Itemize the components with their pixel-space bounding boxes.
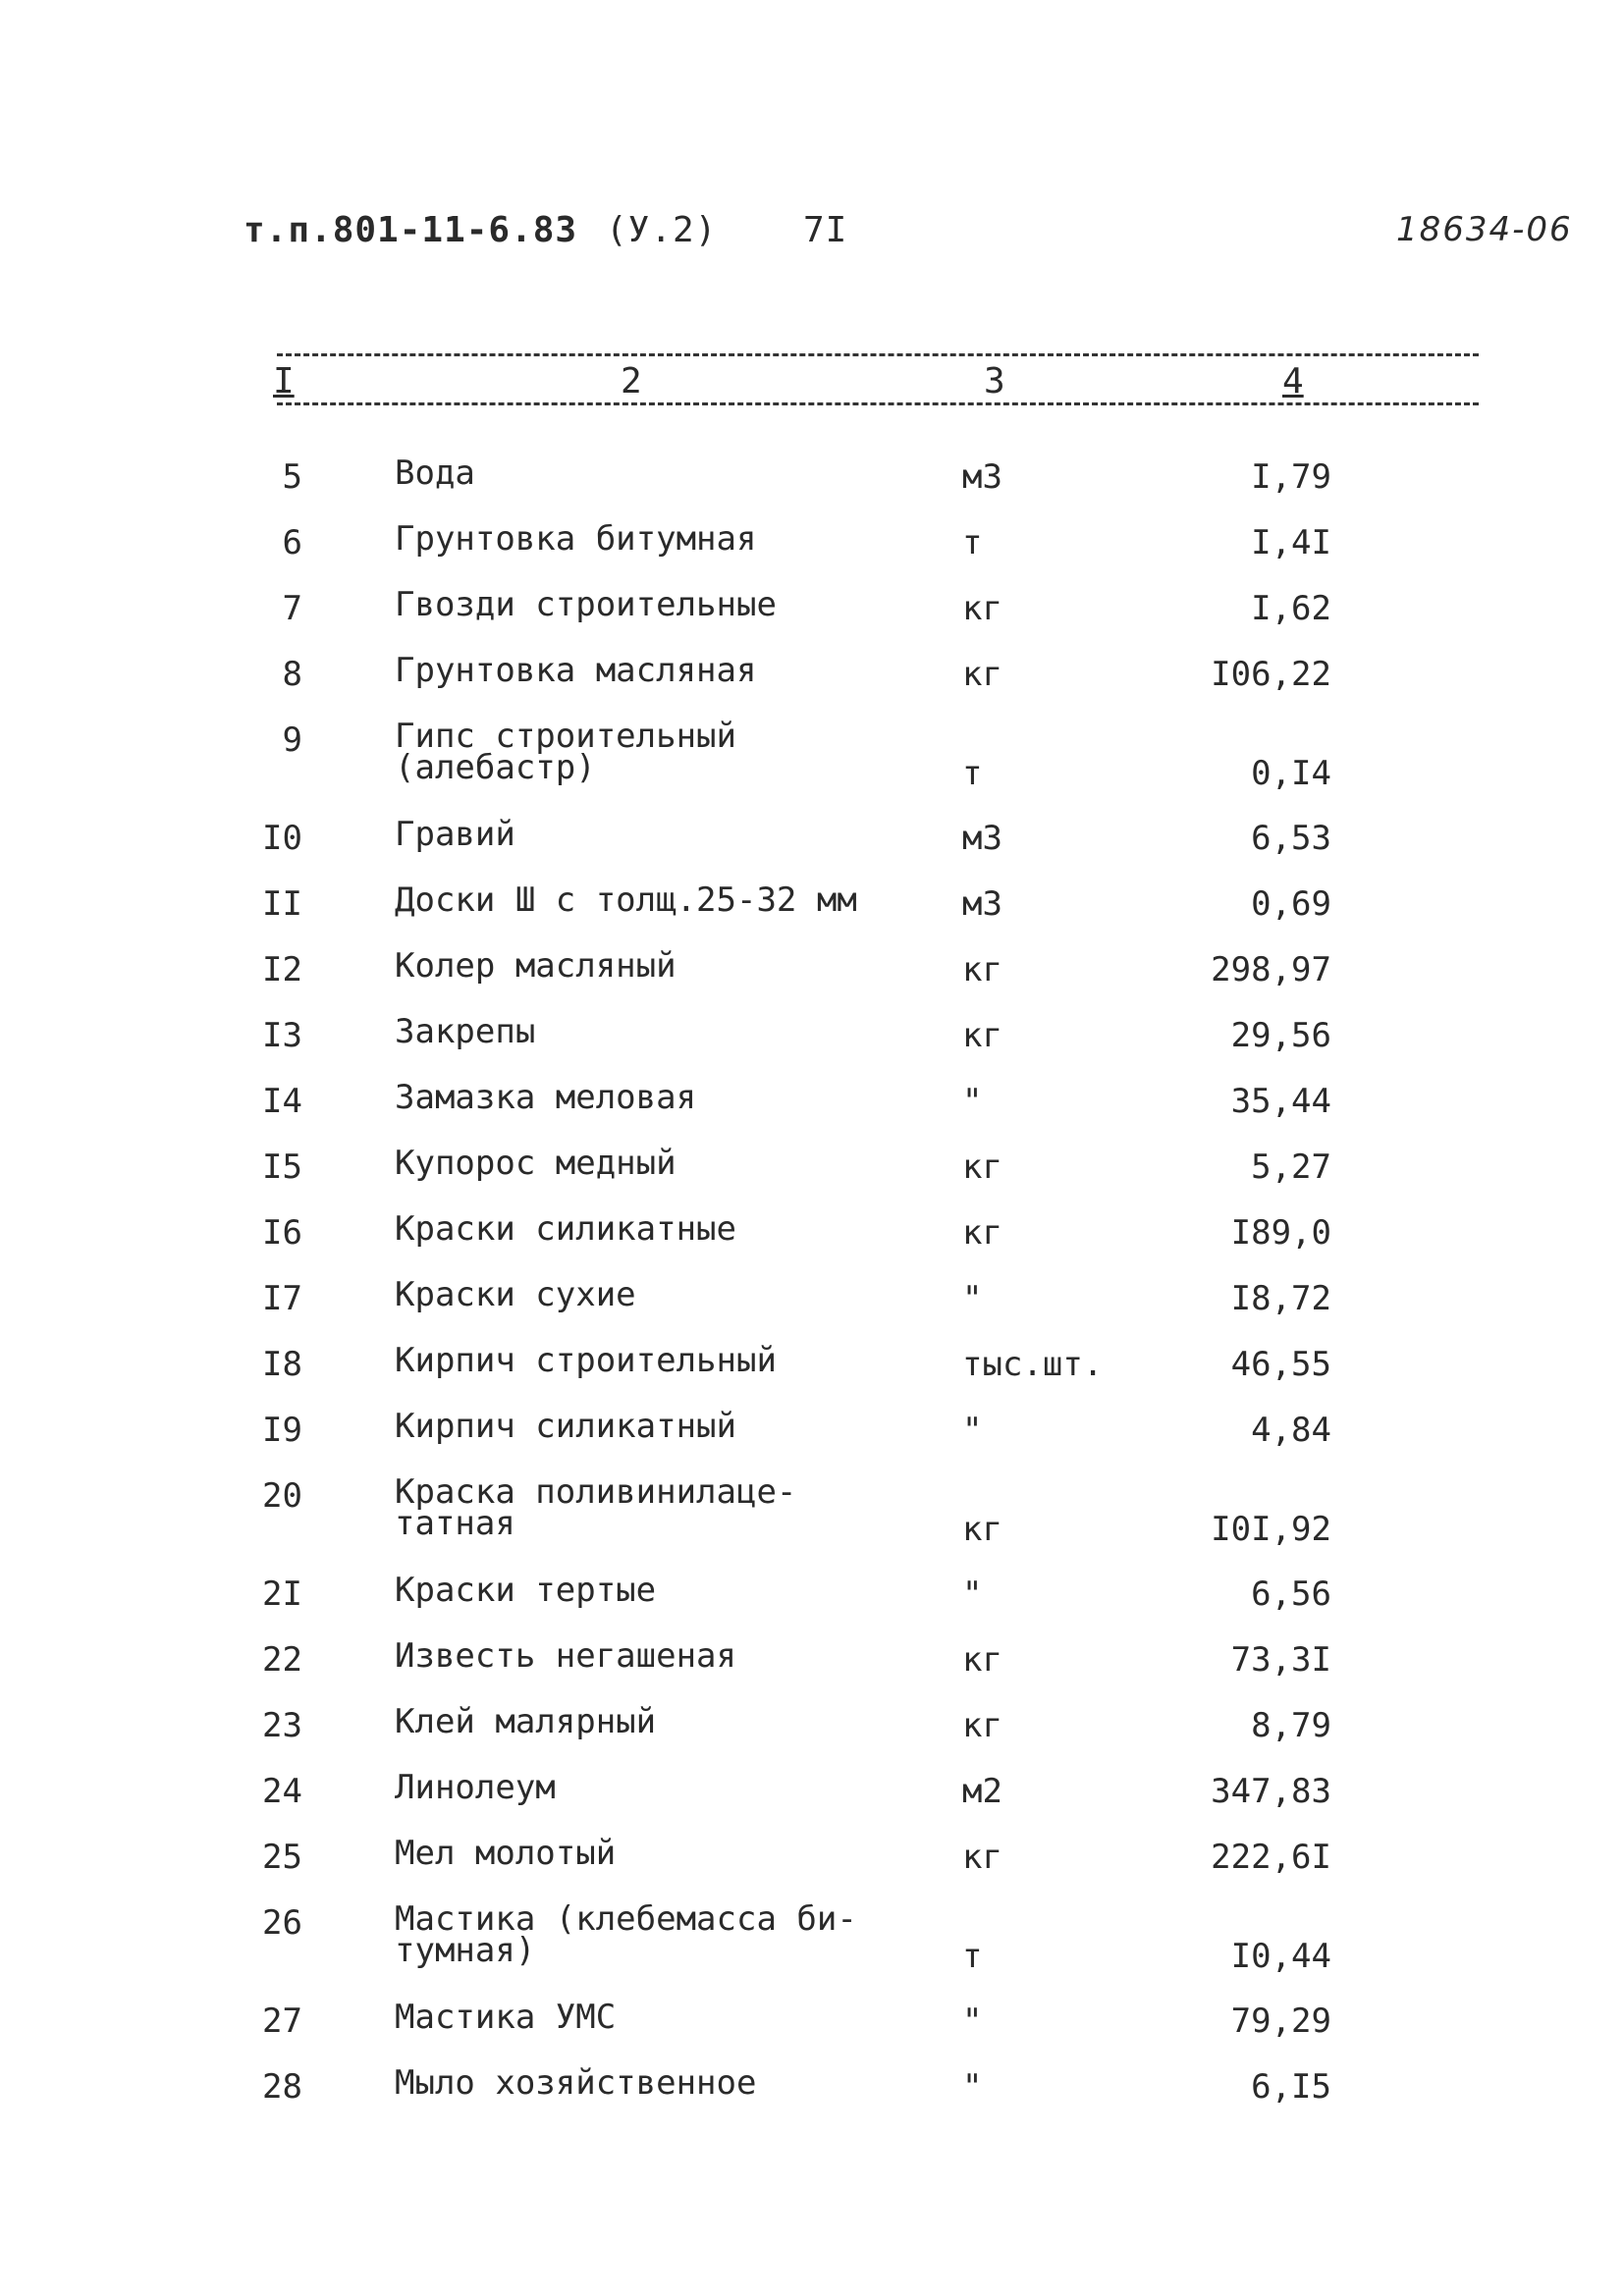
material-name-line: Грунтовка масляная [395, 651, 757, 690]
material-name-line: Линолеум [395, 1768, 556, 1807]
unit: т [962, 1937, 983, 1976]
material-name-line: Кирпич силикатный [395, 1407, 736, 1446]
row-number: 24 [262, 1772, 302, 1811]
row-number: 23 [262, 1706, 302, 1745]
unit: кг [962, 1838, 1002, 1877]
material-name-line: (алебастр) [395, 748, 596, 787]
row-number: 7 [282, 589, 302, 628]
quantity-value: 0,69 [1251, 884, 1331, 924]
material-name-line: Клей малярный [395, 1702, 657, 1741]
material-name [395, 1636, 736, 1676]
quantity-value: 6,56 [1251, 1575, 1331, 1614]
row-number: 9 [282, 721, 302, 760]
material-name [395, 1209, 736, 1249]
row-number: 25 [262, 1838, 302, 1877]
quantity-value: I0,44 [1230, 1937, 1331, 1976]
material-name-line: Краски сухие [395, 1275, 636, 1314]
column-header-4: 4 [1276, 361, 1310, 401]
row-number: I0 [262, 819, 302, 858]
unit: кг [962, 950, 1002, 989]
table-header-rule-top [277, 353, 1479, 356]
material-name [395, 717, 736, 787]
row-number: I8 [262, 1345, 302, 1384]
unit: " [962, 1411, 983, 1450]
material-name-line: тумная) [395, 1931, 536, 1970]
material-name [395, 1834, 617, 1873]
material-name [395, 585, 777, 624]
unit: " [962, 1279, 983, 1318]
quantity-value: 46,55 [1230, 1345, 1331, 1384]
material-name-line: Купорос медный [395, 1144, 677, 1183]
material-name-line: Колер масляный [395, 946, 677, 986]
quantity-value: 29,56 [1230, 1016, 1331, 1055]
unit: кг [962, 1016, 1002, 1055]
column-header-1: I [267, 361, 300, 401]
material-name [395, 1768, 556, 1807]
material-name [395, 651, 757, 690]
material-name-line: Мастика (клебемасса би- [395, 1899, 857, 1939]
row-number: I3 [262, 1016, 302, 1055]
quantity-value: 35,44 [1230, 1082, 1331, 1121]
material-name-line: Гравий [395, 815, 515, 854]
unit: " [962, 1575, 983, 1614]
row-number: I5 [262, 1148, 302, 1187]
row-number: II [262, 884, 302, 924]
material-name [395, 1144, 677, 1183]
quantity-value: I89,0 [1230, 1213, 1331, 1253]
unit: м3 [962, 457, 1002, 497]
row-number: 22 [262, 1640, 302, 1680]
column-header-3: 3 [978, 361, 1011, 401]
row-number: 20 [262, 1476, 302, 1516]
unit: кг [962, 1510, 1002, 1549]
quantity-value: 5,27 [1251, 1148, 1331, 1187]
quantity-value: 222,6I [1211, 1838, 1331, 1877]
page-number: 7I [803, 210, 848, 250]
material-name [395, 1899, 857, 1970]
material-name-line: Закрепы [395, 1012, 536, 1051]
material-name-line: Мыло хозяйственное [395, 2063, 757, 2103]
unit: " [962, 1082, 983, 1121]
row-number: I6 [262, 1213, 302, 1253]
material-name-line: Мастика УМС [395, 1998, 617, 2037]
row-number: 5 [282, 457, 302, 497]
material-name-line: Известь негашеная [395, 1636, 736, 1676]
material-name [395, 1012, 536, 1051]
quantity-value: 8,79 [1251, 1706, 1331, 1745]
material-name [395, 1571, 657, 1610]
material-name-line: Гипс строительный [395, 717, 736, 756]
material-name [395, 519, 757, 559]
quantity-value: 4,84 [1251, 1411, 1331, 1450]
unit: м3 [962, 884, 1002, 924]
quantity-value: I06,22 [1211, 655, 1331, 694]
material-name-line: Гвозди строительные [395, 585, 777, 624]
material-name-line: татная [395, 1504, 515, 1543]
quantity-value: 0,I4 [1251, 754, 1331, 793]
unit: кг [962, 1148, 1002, 1187]
material-name [395, 946, 677, 986]
unit: " [962, 2067, 983, 2107]
table-header-rule-bottom [277, 402, 1479, 405]
quantity-value: I,4I [1251, 523, 1331, 562]
column-header-2: 2 [615, 361, 648, 401]
material-name-line: Краски силикатные [395, 1209, 736, 1249]
material-name [395, 881, 857, 920]
row-number: I9 [262, 1411, 302, 1450]
material-name-line: Доски Ш с толщ.25-32 мм [395, 881, 857, 920]
inventory-number: 18634-06 [1396, 210, 1573, 249]
material-name [395, 1998, 617, 2037]
unit: кг [962, 1213, 1002, 1253]
quantity-value: 347,83 [1211, 1772, 1331, 1811]
quantity-value: 79,29 [1230, 2002, 1331, 2041]
quantity-value: I,62 [1251, 589, 1331, 628]
material-name-line: Краска поливинилаце- [395, 1472, 797, 1512]
material-name-line: Замазка меловая [395, 1078, 697, 1117]
material-name-line: Вода [395, 454, 475, 493]
unit: " [962, 2002, 983, 2041]
unit: кг [962, 1706, 1002, 1745]
unit: кг [962, 1640, 1002, 1680]
row-number: 2I [262, 1575, 302, 1614]
quantity-value: I0I,92 [1211, 1510, 1331, 1549]
material-name [395, 1702, 657, 1741]
unit: кг [962, 589, 1002, 628]
material-name [395, 2063, 757, 2103]
material-name [395, 1341, 777, 1380]
row-number: 6 [282, 523, 302, 562]
material-name [395, 815, 515, 854]
row-number: I2 [262, 950, 302, 989]
quantity-value: 6,I5 [1251, 2067, 1331, 2107]
row-number: 26 [262, 1903, 302, 1943]
quantity-value: 73,3I [1230, 1640, 1331, 1680]
unit: м3 [962, 819, 1002, 858]
material-name [395, 1275, 636, 1314]
material-name [395, 1078, 697, 1117]
material-name-line: Грунтовка битумная [395, 519, 757, 559]
row-number: 27 [262, 2002, 302, 2041]
row-number: 28 [262, 2067, 302, 2107]
unit: т [962, 754, 983, 793]
quantity-value: 298,97 [1211, 950, 1331, 989]
volume-label: (У.2) [606, 210, 718, 250]
material-name-line: Кирпич строительный [395, 1341, 777, 1380]
material-name [395, 1472, 797, 1543]
unit: кг [962, 655, 1002, 694]
material-name-line: Краски тертые [395, 1571, 657, 1610]
row-number: I4 [262, 1082, 302, 1121]
material-name-line: Мел молотый [395, 1834, 617, 1873]
material-name [395, 454, 475, 493]
quantity-value: I,79 [1251, 457, 1331, 497]
unit: тыс.шт. [962, 1345, 1104, 1384]
unit: т [962, 523, 983, 562]
row-number: I7 [262, 1279, 302, 1318]
unit: м2 [962, 1772, 1002, 1811]
row-number: 8 [282, 655, 302, 694]
quantity-value: 6,53 [1251, 819, 1331, 858]
material-name [395, 1407, 736, 1446]
quantity-value: I8,72 [1230, 1279, 1331, 1318]
document-code: т.п.801-11-6.83 [244, 210, 578, 250]
